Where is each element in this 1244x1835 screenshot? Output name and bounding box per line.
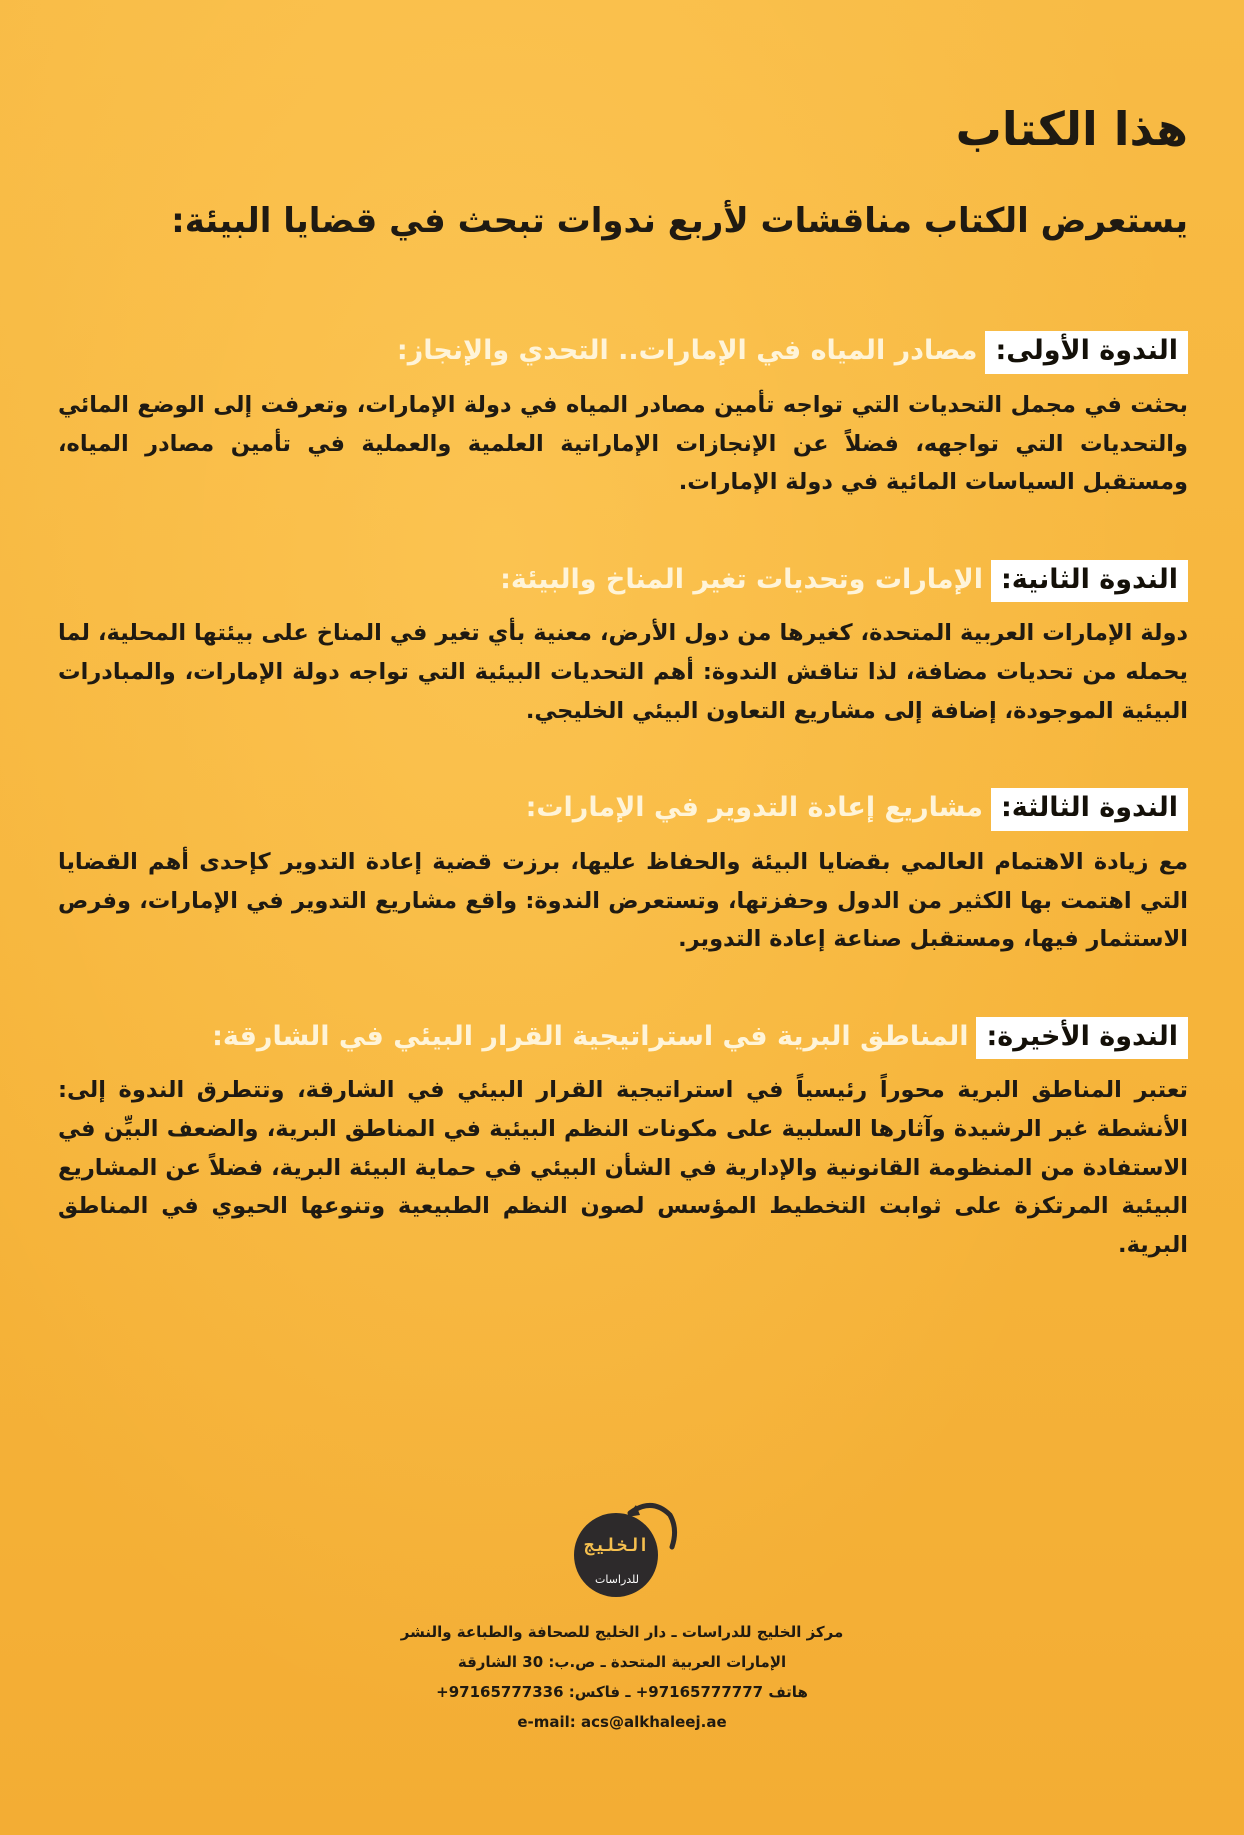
publisher-info: [322, 1617, 922, 1737]
publisher-name: مركز الخليج للدراسات ـ دار الخليج للصحافة والطباعة والنشر: [400, 1623, 844, 1641]
seminar-label: الندوة الثانية:: [991, 560, 1188, 602]
seminar-subject: الإمارات وتحديات تغير المناخ والبيئة:: [500, 563, 983, 595]
publisher-email: e-mail: acs@alkhaleej.ae: [517, 1713, 727, 1731]
seminar-1: [58, 331, 1188, 502]
seminar-body: مع زيادة الاهتمام العالمي بقضايا البيئة والحفاظ عليها، برزت قضية إعادة التدوير كإحدى أهم القضايا التي اهتمت بها الكثير من الدول وحفزتها، وتستعرض الندوة: واقع مشاريع التدوير في الإمارات، وفرص الاستثمار فيها، ومستقبل صناعة إعادة التدوير.: [58, 848, 1188, 953]
seminar-label: الندوة الثالثة:: [991, 788, 1188, 830]
seminar-title: [58, 331, 1188, 373]
logo-subtitle: للدراسات: [594, 1573, 640, 1586]
seminar-4: [58, 1017, 1188, 1265]
intro-text: يستعرض الكتاب مناقشات لأربع ندوات تبحث في قضايا البيئة:: [171, 200, 1188, 241]
publisher-address: الإمارات العربية المتحدة ـ ص.ب: 30 الشارقة: [457, 1653, 787, 1671]
seminar-body: تعتبر المناطق البرية محوراً رئيسياً في استراتيجية القرار البيئي في الشارقة، وتتطرق الندوة إلى: الأنشطة غير الرشيدة وآثارها السلبية على مكونات النظم البيئية في المناطق البرية، والضعف البيِّن في الاستفادة من المنظومة القانونية والإدارية في الشأن البيئي في حماية البيئة البرية، فضلاً عن المشاريع البيئية المرتكزة على ثوابت التخطيط المؤسس لصون النظم الطبيعية وتنوعها الحيوي في المناطق البرية.: [58, 1077, 1188, 1259]
seminar-subject: مشاريع إعادة التدوير في الإمارات:: [525, 792, 983, 824]
seminar-body: بحثت في مجمل التحديات التي تواجه تأمين مصادر المياه في دولة الإمارات، وتعرفت إلى الوضع المائي والتحديات التي تواجهه، فضلاً عن الإنجازات الإماراتية العلمية والعملية في تأمين مصادر المياه، ومستقبل السياسات المائية في دولة الإمارات.: [58, 391, 1188, 496]
publisher-phone: هاتف 97165777777+ ـ فاكس: 97165777336+: [436, 1683, 808, 1701]
description-block: [58, 100, 1188, 1323]
seminar-subject: مصادر المياه في الإمارات.. التحدي والإنجاز:: [396, 335, 978, 367]
seminar-title: [58, 560, 1188, 602]
seminar-title: [58, 1017, 1188, 1059]
seminar-title: [58, 788, 1188, 830]
seminar-label: الندوة الأولى:: [985, 331, 1188, 373]
seminar-body: دولة الإمارات العربية المتحدة، كغيرها من دول الأرض، معنية بأي تغير في المناخ على بيئتها المحلية، لما يحمله من تحديات مضافة، لذا تناقش الندوة: أهم التحديات البيئية التي تواجه دولة الإمارات، والمبادرات البيئية الموجودة، إضافة إلى مشاريع التعاون البيئي الخليجي.: [58, 620, 1188, 724]
seminar-subject: المناطق البرية في استراتيجية القرار البيئي في الشارقة:: [212, 1020, 969, 1052]
publisher-logo: [560, 1495, 690, 1610]
seminar-3: [58, 788, 1188, 959]
seminar-label: الندوة الأخيرة:: [976, 1017, 1188, 1059]
logo-mark: الخليج: [584, 1535, 650, 1556]
logo-circle: [574, 1513, 658, 1597]
page-title: هذا الكتاب: [955, 102, 1188, 156]
seminar-2: [58, 560, 1188, 731]
